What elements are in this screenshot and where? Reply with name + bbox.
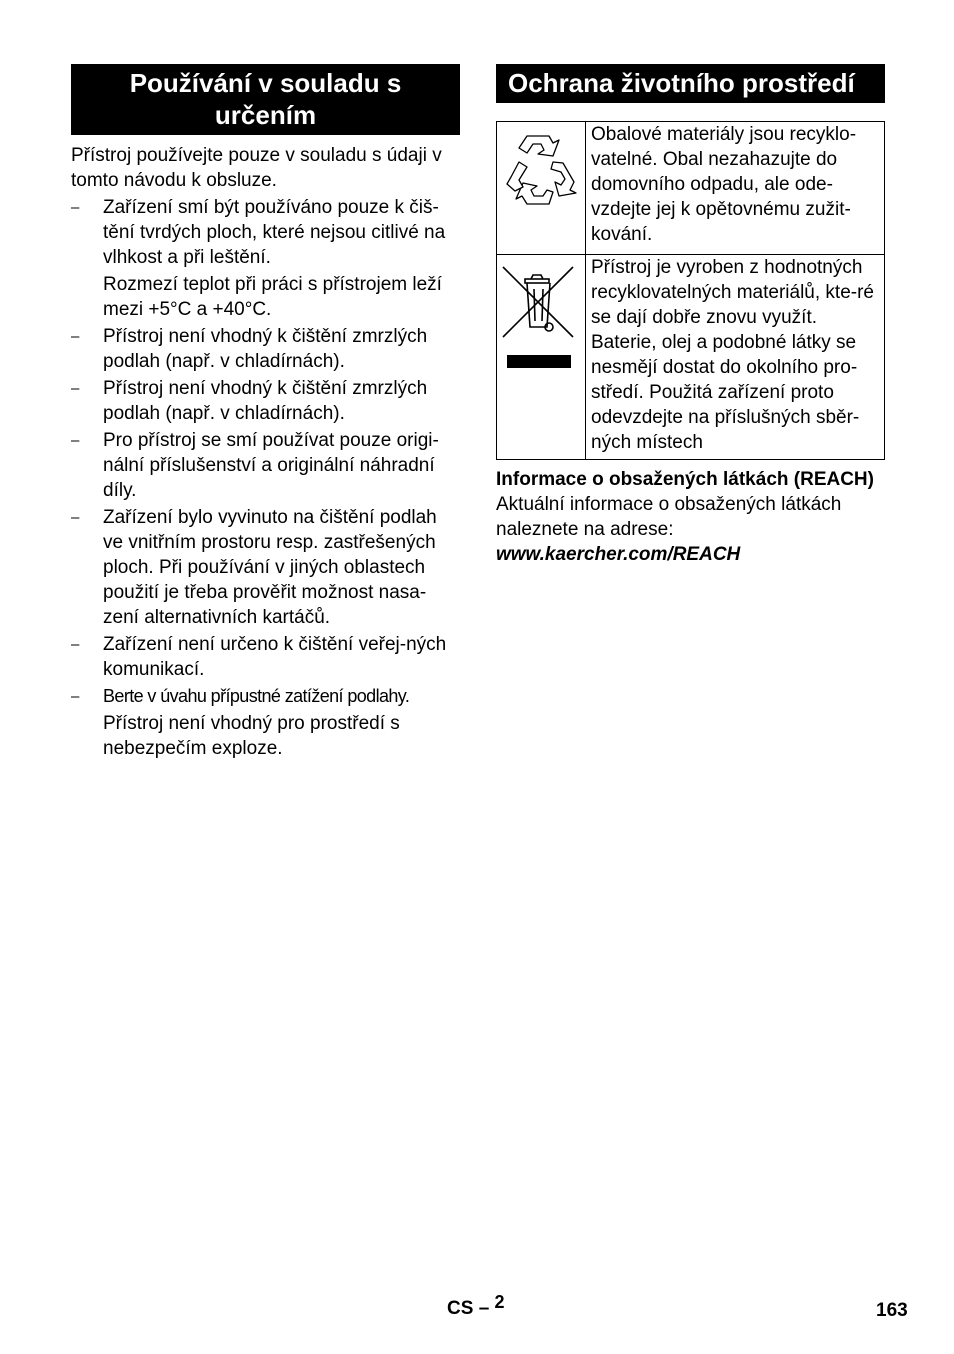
table-row	[497, 255, 885, 460]
list-item-text: Přístroj není vhodný k čištění zmrzlých podlah (např. v chladírnách).	[103, 378, 428, 424]
table-row	[497, 122, 885, 255]
list-item-text: Zařízení bylo vyvinuto na čištění podlah ve vnitřním prostoru resp. zastřešených ploch. Při používání v jiných oblastech použití je třeba prověřit možnost nasa-zení alternativních kartáčů.	[103, 507, 437, 628]
left-column	[71, 64, 460, 761]
environment-table	[496, 121, 885, 460]
dash-marker: –	[71, 328, 80, 345]
dash-marker: –	[71, 688, 80, 705]
language-label: CS	[447, 1298, 474, 1319]
disposal-text: Přístroj je vyroben z hodnotných recyklovatelných materiálů, kte-ré se dají dobře znovu využít. Baterie, olej a podobné látky se nesmějí dostat do okolního pro-středí. Použitá zařízení proto odevzdejte na příslušných sběr-ných místech	[586, 255, 885, 460]
dash-marker: –	[71, 432, 80, 449]
footer-separator: –	[478, 1298, 490, 1319]
list-item-text: Přístroj není vhodný k čištění zmrzlých podlah (např. v chladírnách).	[103, 326, 428, 372]
list-item	[71, 505, 460, 630]
dash-marker: –	[71, 199, 80, 216]
list-item-subtext: Rozmezí teplot při práci s přístrojem leží mezi +5°C a +40°C.	[103, 274, 442, 320]
page-number: 163	[876, 1300, 908, 1321]
list-item	[71, 684, 460, 761]
list-item-subtext: Přístroj není vhodný pro prostředí s nebezpečím exploze.	[103, 713, 400, 759]
list-item-text: Zařízení není určeno k čištění veřej-ných komunikací.	[103, 634, 447, 680]
list-item	[71, 324, 460, 374]
section-heading-environment: Ochrana životního prostředí	[496, 64, 885, 103]
dash-marker: –	[71, 509, 80, 526]
list-item	[71, 428, 460, 503]
right-column	[496, 64, 885, 567]
reach-heading: Informace o obsažených látkách (REACH)	[496, 469, 874, 490]
recycle-icon	[497, 122, 586, 255]
footer-language-code	[447, 1292, 505, 1320]
list-item-text: Berte v úvahu přípustné zatížení podlahy.	[103, 686, 410, 706]
usage-list	[71, 195, 460, 761]
crossed-bin-icon	[497, 255, 586, 460]
list-item-text: Zařízení smí být používáno pouze k čiš-tění tvrdých ploch, které nejsou citlivé na vlhkost a při leštění.	[103, 197, 446, 268]
dash-marker: –	[71, 636, 80, 653]
list-item	[71, 195, 460, 322]
list-item-text: Pro přístroj se smí používat pouze origi-nální příslušenství a originální náhradní díly.	[103, 430, 439, 501]
list-item	[71, 376, 460, 426]
intro-paragraph: Přístroj používejte pouze v souladu s údaji v tomto návodu k obsluze.	[71, 145, 442, 191]
reach-paragraph: Aktuální informace o obsažených látkách naleznete na adrese:	[496, 494, 842, 540]
section-page-number: 2	[494, 1292, 505, 1312]
recycling-text: Obalové materiály jsou recyklo-vatelné. Obal nezahazujte do domovního odpadu, ale ode-vzdejte jej k opětovnému zužit-kování.	[586, 122, 885, 255]
reach-link[interactable]: www.kaercher.com/REACH	[496, 544, 741, 565]
dash-marker: –	[71, 380, 80, 397]
list-item	[71, 632, 460, 682]
section-heading-intended-use: Používání v souladu s určením	[71, 64, 460, 135]
